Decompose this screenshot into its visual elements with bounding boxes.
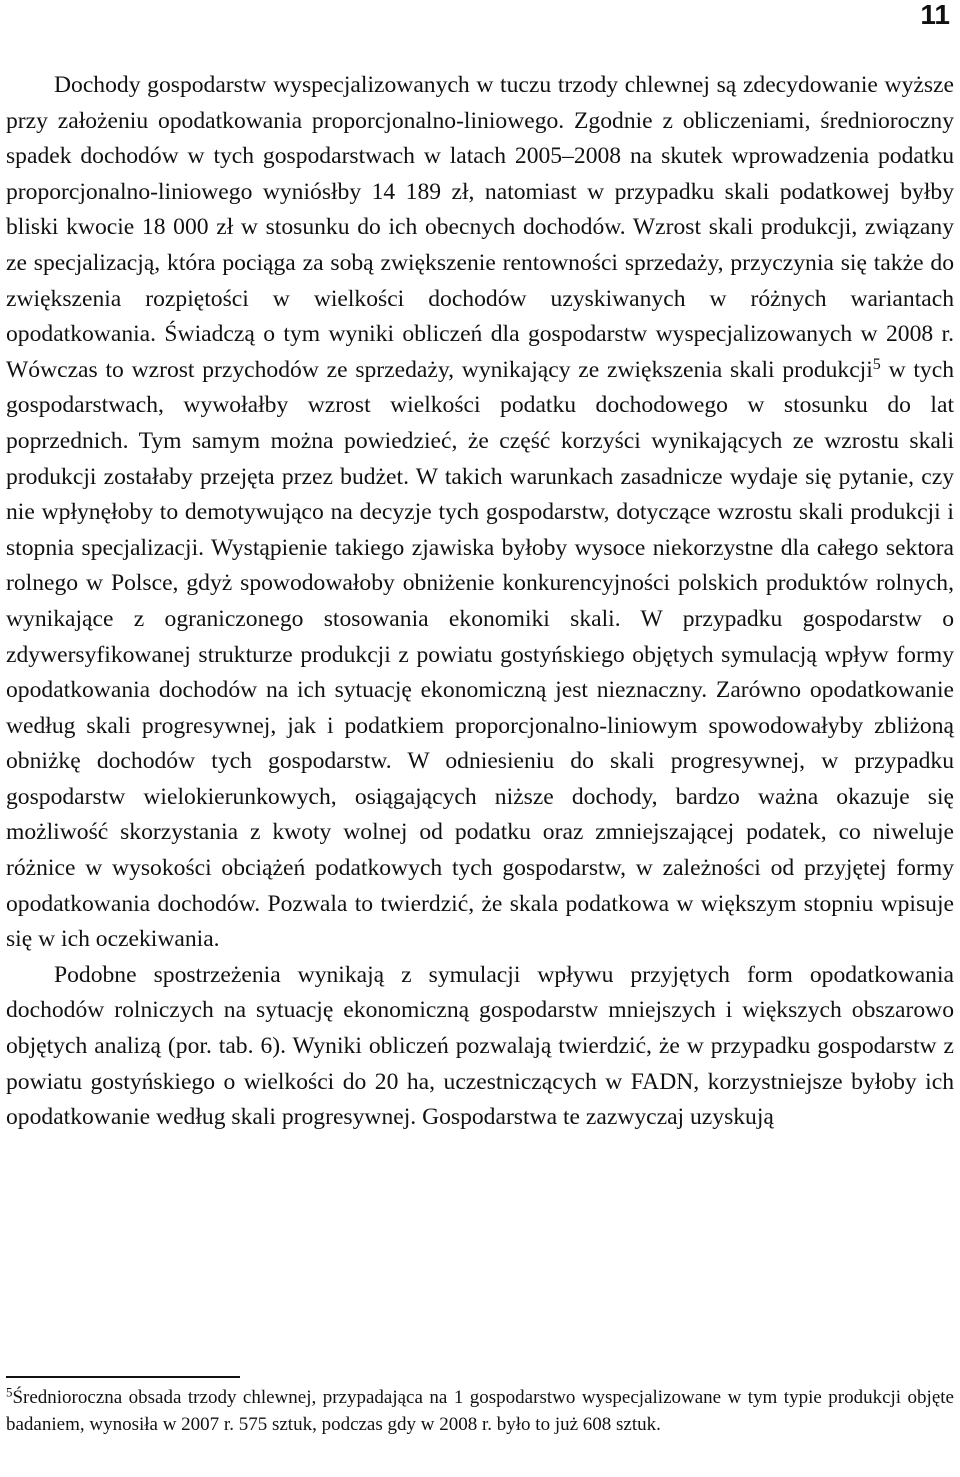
footnote-separator bbox=[6, 1376, 240, 1378]
footnote-reference: 5 bbox=[872, 355, 881, 373]
paragraph-2: Podobne spostrzeżenia wynikają z symulacji wpływu przyjętych form opodatkowania dochodów rolniczych na sytuację ekonomiczną gospodarstw mniejszych i większych obszarowo objętych analizą (por. tab. 6). Wyniki obliczeń pozwalają twierdzić, że w przypadku gospodarstw z powiatu gostyńskiego o wielkości do 20 ha, uczestniczących w FADN, korzystniejsze byłoby ich opodatkowanie według skali progresywnej. Gospodarstwa te zazwyczaj uzyskują bbox=[6, 961, 954, 1131]
paragraph-1 bbox=[6, 68, 954, 958]
page-number: 11 bbox=[920, 0, 950, 30]
footnote-text: Średnioroczna obsada trzody chlewnej, przypadająca na 1 gospodarstwo wyspecjalizowane w tym typie produkcji objęte badaniem, wynosiła w 2007 r. 575 sztuk, podczas gdy w 2008 r. było to już 608 sztuk. bbox=[6, 1387, 954, 1435]
paragraph-1-text-a: Dochody gospodarstw wyspecjalizowanych w tuczu trzody chlewnej są zdecydowanie wyższe przy założeniu opodatkowania proporcjonalno-liniowego. Zgodnie z obliczeniami, średnioroczny spadek dochodów w tych gospodarstwach w latach 2005–2008 na skutek wprowadzenia podatku proporcjonalno-liniowego wyniósłby 14 189 zł, natomiast w przypadku skali podatkowej byłby bliski kwocie 18 000 zł w stosunku do ich obecnych dochodów. Wzrost skali produkcji, związany ze specjalizacją, która pociąga za sobą zwiększenie rentowności sprzedaży, przyczynia się także do zwiększenia rozpiętości w wielkości dochodów uzyskiwanych w różnych wariantach opodatkowania. Świadczą o tym wyniki obliczeń dla gospodarstw wyspecjalizowanych w 2008 r. Wówczas to wzrost przychodów ze sprzedaży, wynikający ze zwiększenia skali produkcji bbox=[6, 72, 954, 383]
paragraph-1-text-b: w tych gospodarstwach, wywołałby wzrost wielkości podatku dochodowego w stosunku do lat poprzednich. Tym samym można powiedzieć, że część korzyści wynikających ze wzrostu skali produkcji zostałaby przejęta przez budżet. W takich warunkach zasadnicze wydaje się pytanie, czy nie wpłynęłoby to demotywująco na decyzje tych gospodarstw, dotyczące wzrostu skali produkcji i stopnia specjalizacji. Wystąpienie takiego zjawiska byłoby wysoce niekorzystne dla całego sektora rolnego w Polsce, gdyż spowodowałoby obniżenie konkurencyjności polskich produktów rolnych, wynikające z ograniczonego stosowania ekonomiki skali. W przypadku gospodarstw o zdywersyfikowanej strukturze produkcji z powiatu gostyńskiego objętych symulacją wpływ formy opodatkowania dochodów na ich sytuację ekonomiczną jest nieznaczny. Zarówno opodatkowanie według skali progresywnej, jak i podatkiem proporcjonalno-liniowym spowodowałyby zbliżoną obniżkę dochodów tych gospodarstw. W odniesieniu do skali progresywnej, w przypadku gospodarstw wielokierunkowych, osiągających niższe dochody, bardzo ważna okazuje się możliwość skorzystania z kwoty wolnej od podatku oraz zmniejszającej podatek, co niweluje różnice w wysokości obciążeń podatkowych tych gospodarstw, w zależności od przyjętej formy opodatkowania dochodów. Pozwala to twierdzić, że skala podatkowa w większym stopniu wpisuje się w ich oczekiwania. bbox=[6, 356, 954, 953]
main-text bbox=[6, 68, 954, 1136]
footnote bbox=[6, 1384, 954, 1438]
footnote-marker: 5 bbox=[6, 1384, 13, 1400]
